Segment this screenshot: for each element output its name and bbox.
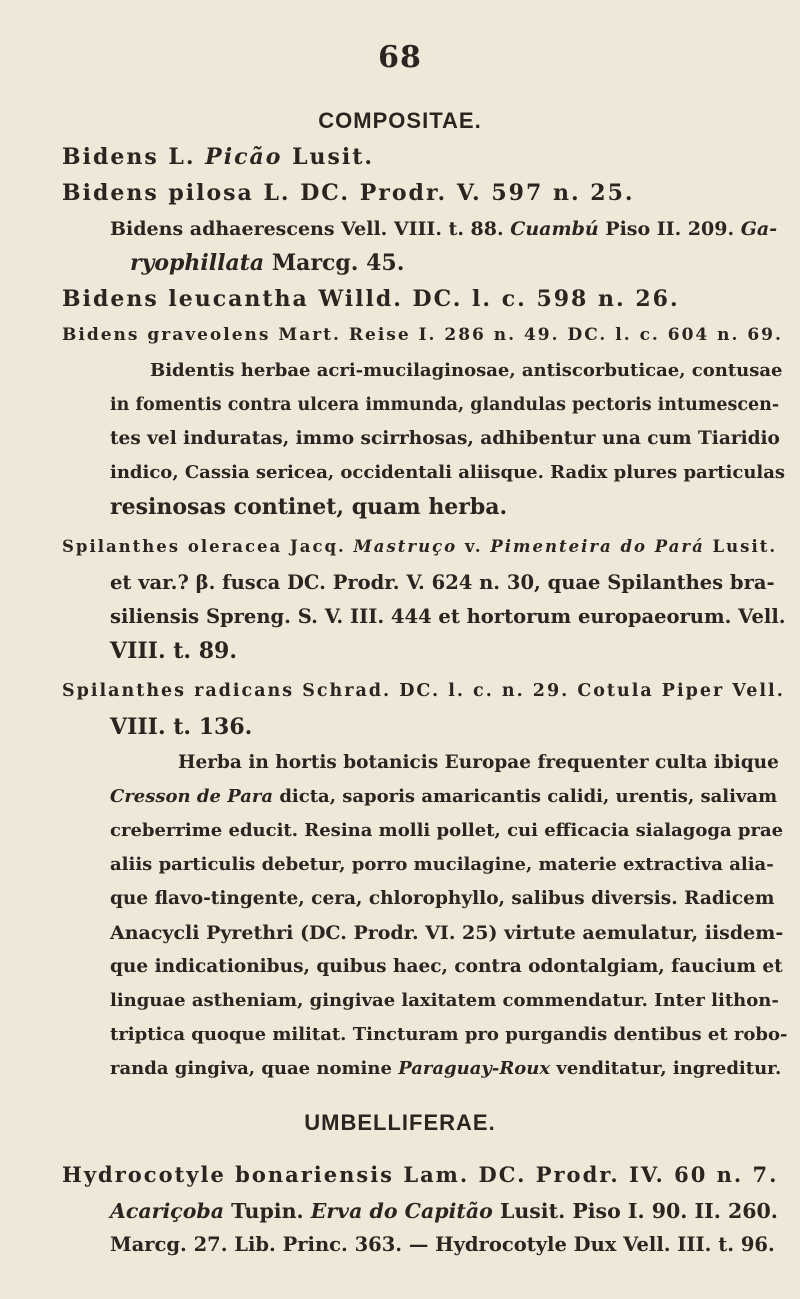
text-line: linguae astheniam, gingivae laxitatem commendatur. Inter lithon- — [110, 990, 779, 1011]
entry-line: VIII. t. 89. — [110, 638, 238, 664]
text-line: que indicationibus, quibus haec, contra odontalgiam, faucium et — [110, 956, 783, 977]
entry-line: Bidens leucantha Willd. DC. l. c. 598 n. 26. — [62, 286, 680, 312]
entry-line: ryophillata Marcg. 45. — [130, 250, 405, 276]
text-line: creberrime educit. Resina molli pollet, cui efficacia sialagoga prae — [110, 820, 784, 841]
text-line: indico, Cassia sericea, occidentali aliisque. Radix plures particulas — [110, 462, 786, 483]
page-number: 68 — [378, 40, 422, 75]
text-line: in fomentis contra ulcera immunda, glandulas pectoris intumescen- — [110, 395, 780, 415]
text-line: Herba in hortis botanicis Europae frequenter culta ibique — [178, 752, 779, 773]
entry-line: et var.? β. fusca DC. Prodr. V. 624 n. 30, quae Spilanthes bra- — [110, 571, 775, 594]
entry-line: Spilanthes oleracea Jacq. Mastruço v. Pimenteira do Pará Lusit. — [62, 537, 778, 556]
entry-line: Bidens adhaerescens Vell. VIII. t. 88. Cuambú Piso II. 209. Ga- — [110, 218, 778, 240]
text-line: que flavo-tingente, cera, chlorophyllo, salibus diversis. Radicem — [110, 888, 775, 909]
text-line: aliis particulis debetur, porro mucilagine, materie extractiva alia- — [110, 854, 774, 875]
entry-line: VIII. t. 136. — [110, 714, 253, 740]
text-line: Bidentis herbae acri-mucilaginosae, antiscorbuticae, contusae — [150, 360, 783, 381]
text-line: Anacycli Pyrethri (DC. Prodr. VI. 25) virtute aemulatur, iisdem- — [110, 922, 784, 944]
entry-line: Bidens graveolens Mart. Reise I. 286 n. 49. DC. l. c. 604 n. 69. — [62, 325, 783, 345]
text-line: tes vel induratas, immo scirrhosas, adhibentur una cum Tiaridio — [110, 428, 780, 449]
text-line: randa gingiva, quae nomine Paraguay-Roux venditatur, ingreditur. — [110, 1058, 782, 1079]
entry-line: siliensis Spreng. S. V. III. 444 et hortorum europaeorum. Vell. — [110, 605, 786, 628]
entry-line: Spilanthes radicans Schrad. DC. l. c. n. 29. Cotula Piper Vell. — [62, 681, 785, 701]
entry-line: Bidens L. Picão Lusit. — [62, 144, 375, 170]
text-line: Cresson de Para dicta, saporis amaricantis calidi, urentis, salivam — [110, 786, 778, 807]
text-line: resinosas continet, quam herba. — [110, 494, 508, 520]
entry-line: Marcg. 27. Lib. Princ. 363. — Hydrocotyle Dux Vell. III. t. 96. — [110, 1233, 775, 1256]
section-heading-umbelliferae: UMBELLIFERAE. — [304, 1110, 496, 1135]
entry-line: Hydrocotyle bonariensis Lam. DC. Prodr. IV. 60 n. 7. — [62, 1162, 779, 1187]
entry-line: Acariçoba Tupin. Erva do Capitão Lusit. Piso I. 90. II. 260. — [110, 1199, 778, 1223]
text-line: triptica quoque militat. Tincturam pro purgandis dentibus et robo- — [110, 1024, 788, 1045]
section-heading-compositae: COMPOSITAE. — [318, 108, 482, 133]
entry-line: Bidens pilosa L. DC. Prodr. V. 597 n. 25. — [62, 180, 635, 206]
